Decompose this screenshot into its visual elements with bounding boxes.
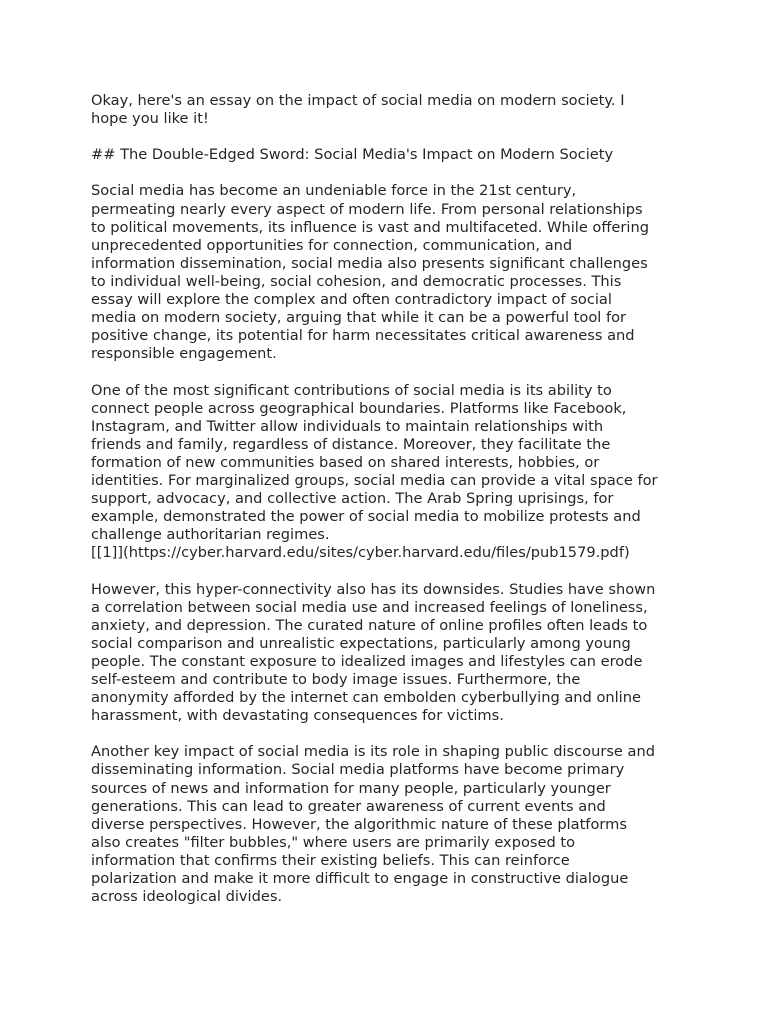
paragraph-3: However, this hyper-connectivity also has its downsides. Studies have shown a correlation between social media use and increased feelings of loneliness, anxiety, and depression. The curated nature of online profiles often leads to social comparison and unrealistic expectations, particularly among young people. The constant exposure to idealized images and lifestyles can erode self-esteem and contribute to body image issues. Furthermore, the anonymity afforded by the internet can embolden cyberbullying and online harassment, with devastating consequences for victims. [91,580,656,725]
paragraph-1: Social media has become an undeniable force in the 21st century, permeating nearly every aspect of modern life. From personal relationships to political movements, its influence is vast and multifaceted. While offering unprecedented opportunities for connection, communication, and information dissemination, social media also presents significant challenges to individual well-being, social cohesion, and democratic processes. This essay will explore the complex and often contradictory impact of social media on modern society, arguing that while it can be a powerful tool for positive change, its potential for harm necessitates critical awareness and responsible engagement. [91,182,649,363]
intro-text: Okay, here's an essay on the impact of social media on modern society. I hope you like it! [91,92,625,128]
paragraph-4: Another key impact of social media is its role in shaping public discourse and disseminating information. Social media platforms have become primary sources of news and information for many people, particularly younger generations. This can lead to greater awareness of current events and diverse perspectives. However, the algorithmic nature of these platforms also creates "filter bubbles," where users are primarily exposed to information that confirms their existing beliefs. This can reinforce polarization and make it more difficult to engage in constructive dialogue across ideological divides. [91,743,655,906]
document-body [91,92,691,924]
paragraph-2: One of the most significant contributions of social media is its ability to connect people across geographical boundaries. Platforms like Facebook, Instagram, and Twitter allow individuals to maintain relationships with friends and family, regardless of distance. Moreover, they facilitate the formation of new communities based on shared interests, hobbies, or identities. For marginalized groups, social media can provide a vital space for support, advocacy, and collective action. The Arab Spring uprisings, for example, demonstrated the power of social media to mobilize protests and challenge authoritarian regimes. [[1]](https://cyber.harvard.edu/sites/cyber.harvard.edu/files/pub1579.pdf) [91,381,658,562]
essay-title: ## The Double-Edged Sword: Social Media's Impact on Modern Society [91,146,614,164]
